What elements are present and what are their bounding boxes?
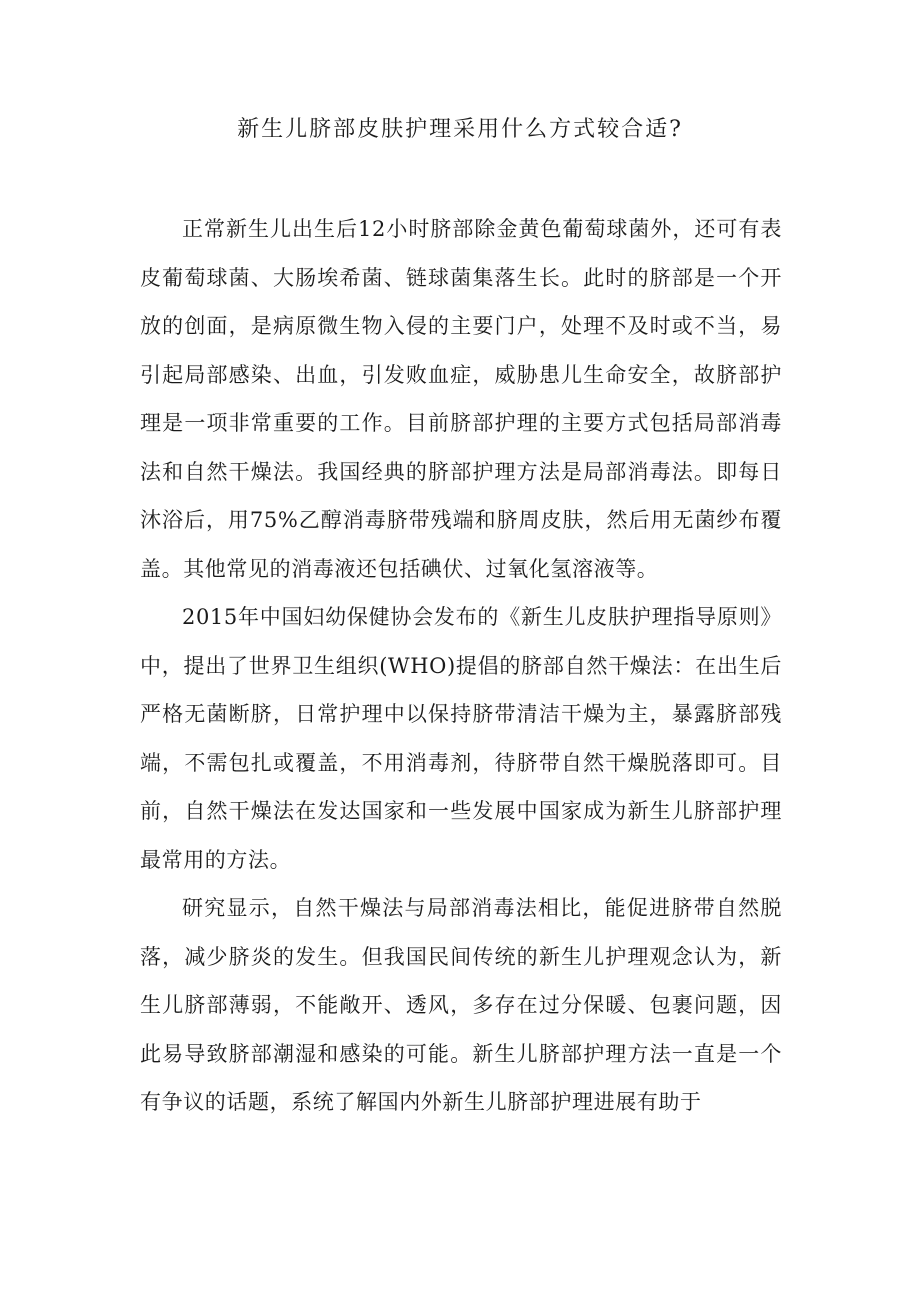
document-title: 新生儿脐部皮肤护理采用什么方式较合适? [237,117,683,142]
paragraph-research-comparison: 研究显示，自然干燥法与局部消毒法相比，能促进脐带自然脱落，减少脐炎的发生。但我国民间传统的新生儿护理观念认为，新生儿脐部薄弱，不能敞开、透风，多存在过分保暖、包裹问题，因此易导致脐部潮湿和感染的可能。新生儿脐部护理方法一直是一个有争议的话题，系统了解国内外新生儿脐部护理进展有助于 [140,896,782,1114]
paragraph-who-dry-care: 2015年中国妇幼保健协会发布的《新生儿皮肤护理指导原则》中，提出了世界卫生组织(WHO)提倡的脐部自然干燥法：在出生后严格无菌断脐，日常护理中以保持脐带清洁干燥为主，暴露脐部残端，不需包扎或覆盖，不用消毒剂，待脐带自然干燥脱落即可。目前，自然干燥法在发达国家和一些发展中国家成为新生儿脐部护理最常用的方法。 [140,605,782,872]
paragraph-umbilical-flora: 正常新生儿出生后12小时脐部除金黄色葡萄球菌外，还可有表皮葡萄球菌、大肠埃希菌、链球菌集落生长。此时的脐部是一个开放的创面，是病原微生物入侵的主要门户，处理不及时或不当，易引起局部感染、出血，引发败血症，威胁患儿生命安全，故脐部护理是一项非常重要的工作。目前脐部护理的主要方式包括局部消毒法和自然干燥法。我国经典的脐部护理方法是局部消毒法。即每日沐浴后，用75%乙醇消毒脐带残端和脐周皮肤，然后用无菌纱布覆盖。其他常见的消毒液还包括碘伏、过氧化氢溶液等。 [140,217,782,581]
document-body [140,205,782,1127]
